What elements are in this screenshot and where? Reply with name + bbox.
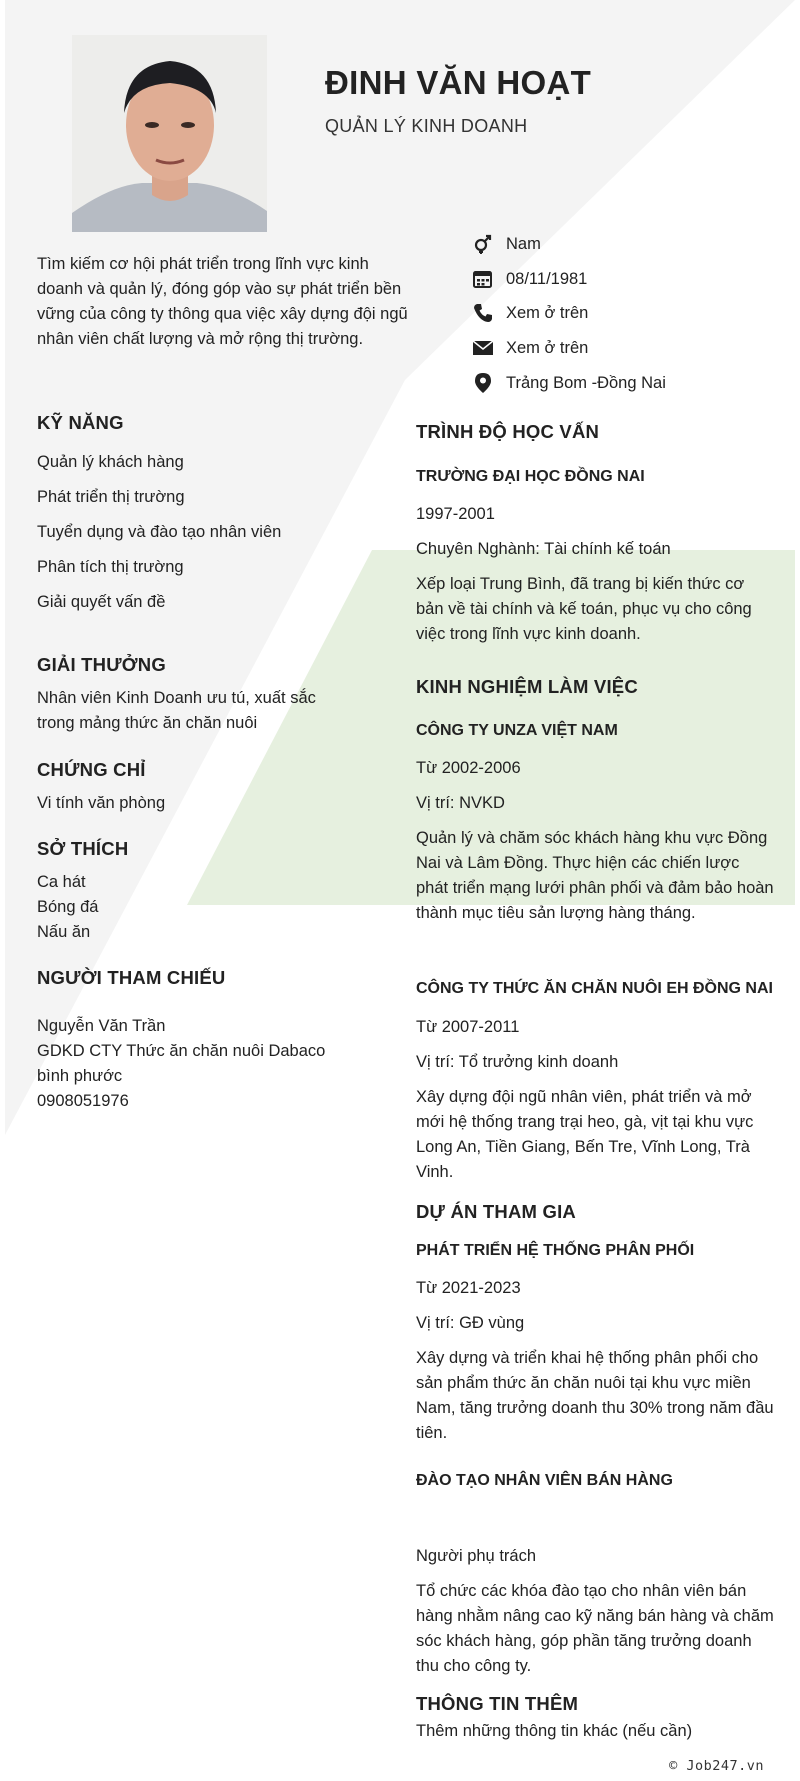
reference-position: GDKD CTY Thức ăn chăn nuôi Dabaco bình phước bbox=[37, 1042, 326, 1085]
certificates-text: Vi tính văn phòng bbox=[37, 794, 166, 812]
skill-item: Giải quyết vấn đề bbox=[37, 593, 166, 611]
project-period: Từ 2021-2023 bbox=[416, 1279, 521, 1297]
footer-copyright: © Job247.vn bbox=[669, 1758, 764, 1774]
skill-item: Phân tích thị trường bbox=[37, 558, 184, 576]
candidate-name: ĐINH VĂN HOẠT bbox=[325, 64, 592, 101]
reference-name: Nguyễn Văn Trần bbox=[37, 1017, 166, 1035]
address-value: Trảng Bom -Đồng Nai bbox=[506, 373, 666, 392]
projects-heading: DỰ ÁN THAM GIA bbox=[416, 1201, 576, 1222]
career-objective: Tìm kiếm cơ hội phát triển trong lĩnh vực kinh doanh và quản lý, đóng góp vào sự phát triển bền vững của công ty thông qua việc xây dựng đội ngũ nhân viên chất lượng và mở rộng thị trường. bbox=[37, 255, 408, 348]
skill-item: Phát triển thị trường bbox=[37, 488, 185, 506]
gender-value: Nam bbox=[506, 234, 541, 253]
additional-heading: THÔNG TIN THÊM bbox=[416, 1693, 579, 1714]
hobby-item: Bóng đá bbox=[37, 898, 99, 916]
awards-heading: GIẢI THƯỞNG bbox=[37, 654, 166, 675]
project-description: Tổ chức các khóa đào tạo cho nhân viên bán hàng nhằm nâng cao kỹ năng bán hàng và chăm sóc khách hàng, góp phần tăng trưởng doanh thu cho công ty. bbox=[416, 1582, 774, 1675]
contact-phone bbox=[472, 300, 772, 326]
job-company: CÔNG TY THỨC ĂN CHĂN NUÔI EH ĐỒNG NAI bbox=[416, 980, 773, 997]
references-heading: NGƯỜI THAM CHIẾU bbox=[37, 967, 226, 988]
education-period: 1997-2001 bbox=[416, 505, 495, 523]
job-period: Từ 2007-2011 bbox=[416, 1018, 520, 1036]
hobbies-heading: SỞ THÍCH bbox=[37, 838, 129, 859]
education-description: Xếp loại Trung Bình, đã trang bị kiến thức cơ bản về tài chính và kế toán, phục vụ cho công việc trong lĩnh vực kinh doanh. bbox=[416, 575, 752, 643]
email-icon bbox=[472, 337, 494, 359]
certificates-heading: CHỨNG CHỈ bbox=[37, 759, 146, 780]
contact-dob bbox=[472, 266, 772, 292]
job-description: Quản lý và chăm sóc khách hàng khu vực Đồng Nai và Lâm Đồng. Thực hiện các chiến lược phát triển mạng lưới phân phối và đảm bảo hoàn thành mục tiêu sản lượng hàng tháng. bbox=[416, 829, 774, 922]
email-value: Xem ở trên bbox=[506, 338, 589, 357]
phone-value: Xem ở trên bbox=[506, 303, 589, 322]
awards-text: Nhân viên Kinh Doanh ưu tú, xuất sắc trong mảng thức ăn chăn nuôi bbox=[37, 689, 316, 732]
project-position: Vị trí: GĐ vùng bbox=[416, 1314, 525, 1332]
project-description: Xây dựng và triển khai hệ thống phân phối cho sản phẩm thức ăn chăn nuôi tại khu vực miền Nam, tăng trưởng doanh thu 30% trong năm đầu tiên. bbox=[416, 1349, 774, 1442]
contact-email bbox=[472, 335, 772, 361]
contact-gender bbox=[472, 231, 772, 257]
job-title: QUẢN LÝ KINH DOANH bbox=[325, 116, 528, 136]
education-major: Chuyên Nghành: Tài chính kế toán bbox=[416, 540, 671, 558]
experience-heading: KINH NGHIỆM LÀM VIỆC bbox=[416, 676, 638, 697]
hobby-item: Ca hát bbox=[37, 873, 86, 891]
phone-icon bbox=[472, 302, 494, 324]
profile-photo bbox=[72, 35, 267, 232]
calendar-icon bbox=[472, 268, 494, 290]
job-position: Vị trí: Tổ trưởng kinh doanh bbox=[416, 1053, 619, 1071]
project-position: Người phụ trách bbox=[416, 1547, 537, 1565]
education-heading: TRÌNH ĐỘ HỌC VẤN bbox=[416, 421, 600, 442]
skills-heading: KỸ NĂNG bbox=[37, 412, 124, 433]
reference-phone: 0908051976 bbox=[37, 1092, 129, 1110]
job-period: Từ 2002-2006 bbox=[416, 759, 521, 777]
gender-icon bbox=[472, 233, 494, 255]
additional-text: Thêm những thông tin khác (nếu cần) bbox=[416, 1722, 693, 1740]
job-position: Vị trí: NVKD bbox=[416, 794, 505, 812]
dob-value: 08/11/1981 bbox=[506, 269, 588, 288]
project-name: PHÁT TRIỂN HỆ THỐNG PHÂN PHỐI bbox=[416, 1242, 695, 1259]
location-icon bbox=[472, 372, 494, 394]
hobby-item: Nấu ăn bbox=[37, 923, 91, 941]
contact-address bbox=[472, 370, 772, 396]
job-description: Xây dựng đội ngũ nhân viên, phát triển và mở mới hệ thống trang trại heo, gà, vịt tại khu vực Long An, Tiền Giang, Bến Tre, Vĩnh Long, Trà Vinh. bbox=[416, 1088, 754, 1181]
project-name: ĐÀO TẠO NHÂN VIÊN BÁN HÀNG bbox=[416, 1472, 673, 1489]
skill-item: Quản lý khách hàng bbox=[37, 453, 184, 471]
skill-item: Tuyển dụng và đào tạo nhân viên bbox=[37, 523, 282, 541]
job-company: CÔNG TY UNZA VIỆT NAM bbox=[416, 722, 618, 739]
education-school: TRƯỜNG ĐẠI HỌC ĐỒNG NAI bbox=[416, 468, 645, 485]
